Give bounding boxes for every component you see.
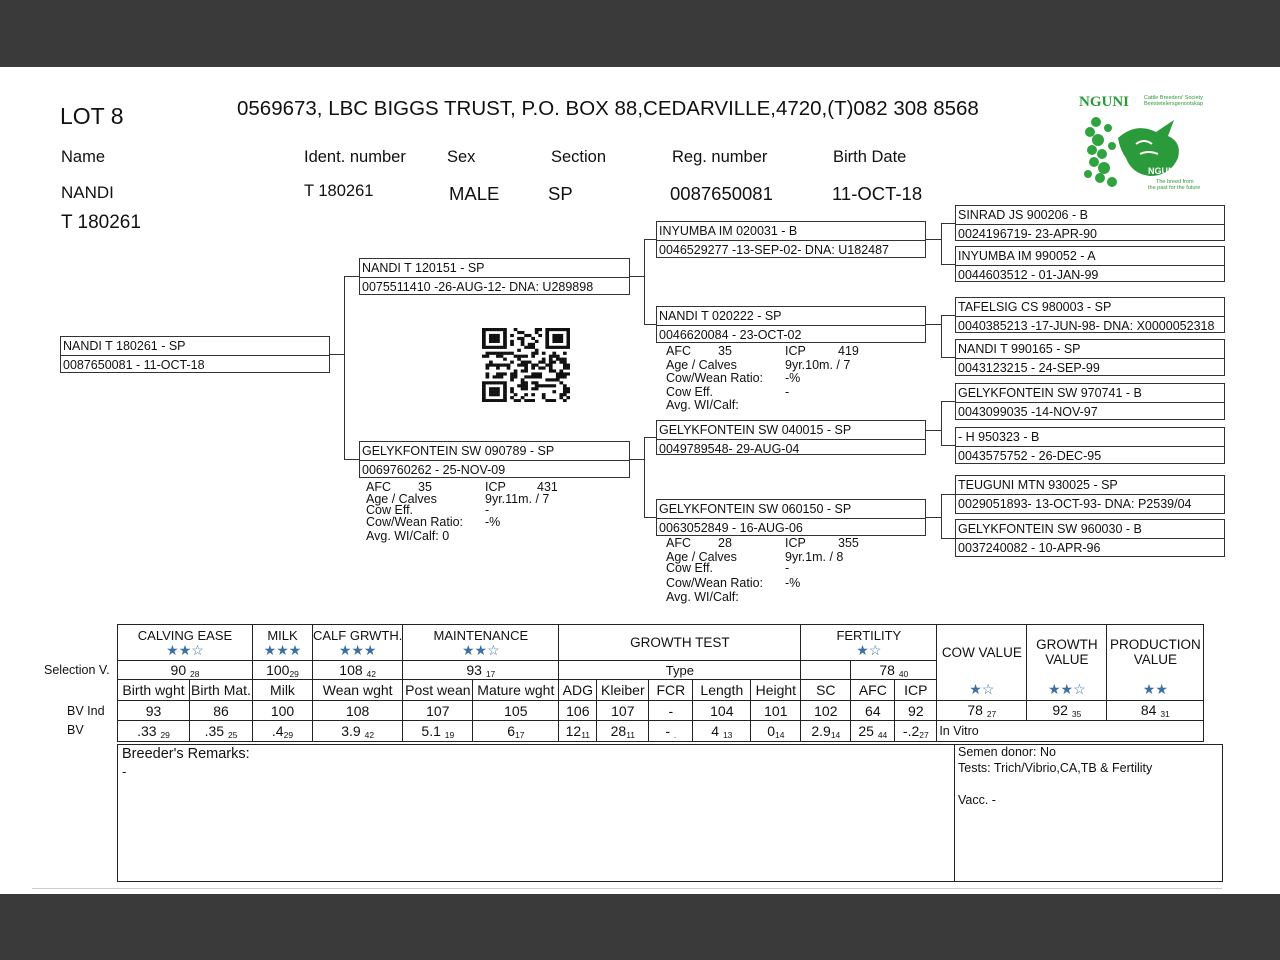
pedigree-sss-name: SINRAD JS 900206 - B bbox=[956, 206, 1224, 225]
pedigree-dam-sire bbox=[656, 420, 926, 455]
logo-society-line1: Cattle Breeders' Society bbox=[1144, 95, 1203, 101]
connector bbox=[344, 276, 345, 460]
production-value-cell bbox=[1107, 701, 1204, 721]
bv-ind-cell: 93 bbox=[118, 701, 190, 721]
perf-ratio-value: -% bbox=[785, 575, 801, 590]
pedigree-ssd bbox=[955, 246, 1225, 282]
connector bbox=[644, 239, 645, 324]
bv-value: 28 bbox=[610, 722, 627, 739]
trait-header: Kleiber bbox=[597, 680, 649, 701]
bv-cell bbox=[559, 721, 597, 742]
bv-cell bbox=[473, 721, 559, 742]
header-birth: Birth Date bbox=[833, 148, 907, 166]
trait-header: Mature wght bbox=[473, 680, 559, 701]
bv-acc: 14 bbox=[774, 729, 785, 740]
animal-ident: T 180261 bbox=[304, 182, 374, 200]
pedigree-ddd bbox=[955, 519, 1225, 557]
connector bbox=[941, 315, 955, 316]
pedigree-ds-reg: 0049789548- 29-AUG-04 bbox=[659, 442, 800, 456]
perf-avg-label: Avg. WI/Calf: bbox=[666, 590, 739, 604]
bv-cell bbox=[895, 721, 937, 742]
animal-tattoo: T 180261 bbox=[61, 212, 141, 233]
pedigree-dd-reg: 0063052849 - 16-AUG-06 bbox=[659, 521, 803, 535]
bv-cell bbox=[851, 721, 895, 742]
production-value-acc: 31 bbox=[1160, 709, 1170, 719]
remarks-box bbox=[117, 744, 1223, 882]
perf-afc-value: 28 bbox=[718, 536, 732, 550]
growth-value-cell bbox=[1027, 701, 1107, 721]
group-milk bbox=[253, 625, 313, 661]
header-sex: Sex bbox=[447, 148, 476, 166]
bv-ind-cell: 104 bbox=[693, 701, 751, 721]
pedigree-subject bbox=[60, 336, 330, 373]
bv-ind-cell: 92 bbox=[895, 701, 937, 721]
sel-acc: 28 bbox=[190, 668, 200, 679]
trait-header: Length bbox=[693, 680, 751, 701]
bv-row-label: BV bbox=[67, 723, 84, 737]
pedigree-dd-name: GELYKFONTEIN SW 060150 - SP bbox=[657, 500, 925, 519]
bv-value: 12 bbox=[565, 722, 582, 739]
sel-value: 90 bbox=[170, 661, 187, 678]
perf-age-label: Age / Calves bbox=[366, 491, 437, 506]
perf-afc-label: AFC bbox=[666, 536, 691, 550]
pedigree-sss-reg: 0024196719- 23-APR-90 bbox=[958, 227, 1097, 241]
pedigree-sds bbox=[955, 297, 1225, 333]
bv-acc: 17 bbox=[514, 729, 525, 740]
perf-age-value: 9yr.10m. / 7 bbox=[785, 357, 851, 372]
lot-number: LOT 8 bbox=[60, 103, 124, 129]
pedigree-subject-reg: 0087650081 - 11-OCT-18 bbox=[63, 358, 205, 372]
pedigree-dss-name: GELYKFONTEIN SW 970741 - B bbox=[956, 384, 1224, 403]
vaccination: Vacc. - bbox=[958, 793, 996, 807]
bv-ind-cell: 64 bbox=[851, 701, 895, 721]
perf-avg-label: Avg. WI/Calf: bbox=[666, 398, 739, 412]
sel-value: 108 bbox=[339, 661, 363, 678]
bv-acc: 11 bbox=[581, 729, 591, 740]
animal-name: NANDI bbox=[61, 183, 114, 202]
stars-icon: ★★ bbox=[1107, 680, 1204, 701]
bv-value: .35 bbox=[204, 722, 225, 739]
bv-value: .4 bbox=[271, 722, 284, 739]
bv-acc: 13 bbox=[722, 729, 733, 740]
in-vitro: In Vitro bbox=[937, 721, 1204, 742]
connector bbox=[941, 445, 955, 446]
header-name: Name bbox=[61, 148, 106, 166]
pedigree-sire-sire bbox=[656, 221, 926, 258]
bv-cell bbox=[693, 721, 751, 742]
perf-icp-label: ICP bbox=[785, 344, 806, 358]
bv-value: .33 bbox=[137, 722, 157, 739]
pedigree-dam-reg: 0069760262 - 25-NOV-09 bbox=[362, 463, 506, 477]
perf-icp-value: 431 bbox=[537, 480, 558, 494]
group-milk-label: MILK bbox=[267, 627, 298, 643]
tests: Tests: Trich/Vibrio,CA,TB & Fertility bbox=[958, 761, 1153, 775]
pedigree-dsd bbox=[955, 427, 1225, 464]
sel-calf-growth bbox=[313, 661, 403, 680]
connector bbox=[941, 264, 955, 265]
group-calving-ease-label: CALVING EASE bbox=[137, 627, 233, 643]
trait-header: Wean wght bbox=[313, 680, 403, 701]
pedigree-dam bbox=[359, 441, 630, 478]
pedigree-sdd bbox=[955, 339, 1225, 376]
bv-acc: 27 bbox=[919, 729, 929, 740]
animal-sex: MALE bbox=[449, 183, 500, 204]
pedigree-sd-reg: 0046620084 - 23-OCT-02 bbox=[659, 328, 802, 342]
nguni-logo bbox=[1078, 92, 1213, 196]
pedigree-ddd-reg: 0037240082 - 10-APR-96 bbox=[958, 541, 1101, 555]
trait-header: AFC bbox=[851, 680, 895, 701]
pedigree-dam-dam bbox=[656, 499, 926, 536]
perf-eff-value: - bbox=[485, 503, 490, 517]
connector bbox=[941, 401, 955, 402]
pedigree-ssd-reg: 0044603512 - 01-JAN-99 bbox=[958, 268, 1099, 282]
perf-afc-label: AFC bbox=[366, 480, 391, 494]
remarks-divider bbox=[954, 745, 955, 881]
sel-acc: 29 bbox=[289, 668, 299, 679]
trait-header: Birth Mat. bbox=[190, 680, 253, 701]
pedigree-dss bbox=[955, 383, 1225, 420]
perf-eff-label: Cow Eff. bbox=[366, 503, 414, 517]
bv-cell bbox=[253, 721, 313, 742]
perf-eff-label: Cow Eff. bbox=[666, 561, 714, 575]
type-label: Type bbox=[559, 661, 801, 680]
group-calf-growth bbox=[313, 625, 403, 661]
perf-avg-value: 0 bbox=[442, 529, 450, 543]
perf-afc-value: 35 bbox=[418, 480, 432, 494]
bv-acc: 11 bbox=[626, 729, 636, 740]
logo-tagline2: the past for the future bbox=[1148, 185, 1201, 191]
perf-afc-label: AFC bbox=[666, 344, 691, 358]
animal-section: SP bbox=[548, 183, 573, 204]
pedigree-ddd-name: GELYKFONTEIN SW 960030 - B bbox=[956, 520, 1224, 539]
trait-header: FCR bbox=[649, 680, 693, 701]
perf-age-value: 9yr.1m. / 8 bbox=[785, 549, 844, 564]
connector bbox=[941, 223, 942, 264]
pedigree-sire-reg: 0075511410 -26-AUG-12- DNA: U289898 bbox=[362, 280, 594, 294]
bv-cell bbox=[190, 721, 253, 742]
top-bar bbox=[0, 0, 1280, 67]
perf-age-label: Age / Calves bbox=[666, 357, 737, 372]
trait-header: ICP bbox=[895, 680, 937, 701]
growth-value: 92 bbox=[1052, 702, 1068, 718]
cow-value: 78 bbox=[967, 702, 983, 718]
perf-eff-label: Cow Eff. bbox=[666, 384, 714, 399]
pedigree-subject-name: NANDI T 180261 - SP bbox=[61, 337, 329, 356]
perf-eff-value: - bbox=[785, 384, 790, 399]
group-calving-ease bbox=[118, 625, 253, 661]
bv-value: -.2 bbox=[902, 722, 920, 739]
pedigree-sds-name: TAFELSIG CS 980003 - SP bbox=[956, 298, 1224, 317]
perf-avg-label: Avg. WI/Calf: bbox=[366, 529, 439, 543]
connector bbox=[941, 401, 942, 445]
pedigree-ss-name: INYUMBA IM 020031 - B bbox=[657, 222, 925, 241]
sel-value: 78 bbox=[879, 661, 895, 678]
logo-tagline1: The breed from bbox=[1156, 179, 1194, 185]
stars-icon: ★★★ bbox=[263, 641, 302, 658]
header-ident: Ident. number bbox=[304, 148, 406, 166]
selection-row-label: Selection V. bbox=[44, 663, 110, 677]
pedigree-sire-name: NANDI T 120151 - SP bbox=[360, 259, 629, 278]
ebv-table bbox=[117, 624, 1204, 742]
perf-sire-dam bbox=[666, 346, 886, 412]
bv-ind-cell: 102 bbox=[801, 701, 851, 721]
connector bbox=[926, 324, 941, 325]
bv-cell bbox=[751, 721, 801, 742]
connector bbox=[941, 494, 955, 495]
connector bbox=[941, 315, 942, 357]
bv-acc: 14 bbox=[830, 729, 841, 740]
sel-fertility-spacer bbox=[801, 661, 851, 680]
connector bbox=[344, 276, 359, 277]
bv-cell bbox=[313, 721, 403, 742]
connector bbox=[926, 239, 941, 240]
connector bbox=[644, 437, 656, 438]
bv-acc: 29 bbox=[283, 729, 294, 740]
bv-acc: 29 bbox=[160, 729, 170, 740]
perf-dam bbox=[366, 482, 586, 543]
perf-age-value: 9yr.11m. / 7 bbox=[485, 491, 550, 506]
connector bbox=[330, 354, 344, 355]
bv-acc: 44 bbox=[877, 729, 888, 740]
sel-acc: 42 bbox=[366, 668, 377, 679]
connector bbox=[630, 276, 644, 277]
group-calf-growth-label: CALF GRWTH. bbox=[313, 627, 403, 643]
bv-value: 3.9 bbox=[341, 722, 361, 739]
header-reg: Reg. number bbox=[672, 148, 768, 166]
cow-value-cell bbox=[937, 701, 1027, 721]
pedigree-sire-dam bbox=[656, 306, 926, 343]
sel-fertility bbox=[851, 661, 937, 680]
perf-age-label: Age / Calves bbox=[666, 549, 737, 564]
connector bbox=[644, 517, 656, 518]
bv-acc: . bbox=[673, 729, 677, 740]
pedigree-sds-reg: 0040385213 -17-JUN-98- DNA: X0000052318 bbox=[958, 319, 1215, 333]
bv-ind-cell: 100 bbox=[253, 701, 313, 721]
bv-ind-cell: 105 bbox=[473, 701, 559, 721]
connector bbox=[926, 430, 941, 431]
sel-value: 93 bbox=[466, 661, 482, 678]
bv-value: 0 bbox=[767, 722, 775, 739]
perf-icp-value: 419 bbox=[838, 344, 859, 358]
perf-icp-label: ICP bbox=[785, 536, 806, 550]
sel-value: 100 bbox=[266, 661, 290, 678]
pedigree-sdd-name: NANDI T 990165 - SP bbox=[956, 340, 1224, 359]
bv-value: 25 bbox=[858, 722, 874, 739]
pedigree-dsd-name: - H 950323 - B bbox=[956, 428, 1224, 447]
pedigree-dss-reg: 0043099035 -14-NOV-97 bbox=[958, 405, 1098, 419]
stars-icon: ★★★ bbox=[338, 641, 377, 658]
animal-reg: 0087650081 bbox=[670, 183, 773, 204]
group-cow-value: COW VALUE bbox=[937, 625, 1027, 680]
connector bbox=[630, 459, 644, 460]
sel-calving-ease bbox=[118, 661, 253, 680]
bv-cell bbox=[118, 721, 190, 742]
cow-value-acc: 27 bbox=[986, 709, 997, 719]
animal-birth: 11-OCT-18 bbox=[832, 183, 923, 204]
trait-header: Milk bbox=[253, 680, 313, 701]
stars-icon: ★☆ bbox=[937, 680, 1027, 701]
sel-acc: 17 bbox=[485, 668, 496, 679]
bv-cell bbox=[649, 721, 693, 742]
connector bbox=[644, 437, 645, 518]
connector bbox=[644, 324, 656, 325]
group-maintenance bbox=[403, 625, 559, 661]
semen-donor: Semen donor: No bbox=[958, 745, 1056, 759]
bv-ind-cell: 107 bbox=[597, 701, 649, 721]
pedigree-dds-reg: 0029051893- 13-OCT-93- DNA: P2539/04 bbox=[958, 497, 1192, 511]
stars-icon: ★★☆ bbox=[462, 641, 500, 658]
stars-icon: ★★☆ bbox=[1027, 680, 1107, 701]
group-maintenance-label: MAINTENANCE bbox=[433, 627, 529, 643]
logo-badge-text: NGUNI bbox=[1148, 166, 1177, 176]
connector bbox=[941, 357, 955, 358]
trait-header: SC bbox=[801, 680, 851, 701]
pedigree-ssd-name: INYUMBA IM 990052 - A bbox=[956, 247, 1224, 266]
qr-code bbox=[482, 328, 570, 402]
connector bbox=[344, 459, 359, 460]
logo-brand-text: NGUNI bbox=[1079, 94, 1130, 110]
pedigree-sss bbox=[955, 205, 1225, 241]
bv-cell bbox=[403, 721, 473, 742]
owner-line: 0569673, LBC BIGGS TRUST, P.O. BOX 88,CEDARVILLE,4720,(T)082 308 8568 bbox=[237, 97, 979, 120]
sel-maintenance bbox=[403, 661, 559, 680]
pedigree-sire bbox=[359, 258, 630, 295]
nguni-logo-graphic bbox=[1078, 92, 1213, 196]
pedigree-dds bbox=[955, 475, 1225, 514]
trait-header: Height bbox=[751, 680, 801, 701]
connector bbox=[941, 494, 942, 538]
group-fertility bbox=[801, 625, 937, 661]
stars-icon: ★☆ bbox=[856, 641, 882, 658]
perf-afc-value: 35 bbox=[718, 344, 732, 358]
header-section: Section bbox=[551, 148, 607, 166]
bv-value: 5.1 bbox=[421, 722, 441, 739]
pedigree-dsd-reg: 0043575752 - 26-DEC-95 bbox=[958, 449, 1102, 463]
trait-header: Post wean bbox=[403, 680, 473, 701]
perf-ratio-value: -% bbox=[485, 514, 501, 529]
connector bbox=[926, 517, 941, 518]
perf-dam-dam bbox=[666, 538, 886, 604]
sel-acc: 40 bbox=[898, 668, 909, 679]
perf-icp-value: 355 bbox=[838, 536, 859, 550]
bv-acc: 42 bbox=[364, 729, 375, 740]
pedigree-sdd-reg: 0043123215 - 24-SEP-99 bbox=[958, 361, 1100, 375]
perf-eff-value: - bbox=[785, 561, 790, 575]
perf-ratio-label: Cow/Wean Ratio: bbox=[666, 371, 764, 385]
bv-ind-cell: - bbox=[649, 701, 693, 721]
pedigree-ss-reg: 0046529277 -13-SEP-02- DNA: U182487 bbox=[659, 243, 890, 257]
perf-icp-label: ICP bbox=[485, 480, 506, 494]
connector bbox=[941, 223, 955, 224]
stars-icon: ★★☆ bbox=[166, 641, 204, 658]
bottom-bar bbox=[0, 894, 1280, 960]
pedigree-sd-name: NANDI T 020222 - SP bbox=[657, 307, 925, 326]
trait-header: Birth wght bbox=[118, 680, 190, 701]
connector bbox=[941, 538, 955, 539]
bv-ind-cell: 106 bbox=[559, 701, 597, 721]
bv-cell bbox=[801, 721, 851, 742]
group-growth-value: GROWTH VALUE bbox=[1027, 625, 1107, 680]
bv-value: 6 bbox=[507, 722, 515, 739]
perf-ratio-value: -% bbox=[785, 371, 801, 385]
trait-header: ADG bbox=[559, 680, 597, 701]
perf-ratio-label: Cow/Wean Ratio: bbox=[666, 575, 764, 590]
group-production-value: PRODUCTION VALUE bbox=[1107, 625, 1204, 680]
bottom-rule bbox=[32, 888, 1222, 889]
connector bbox=[644, 239, 656, 240]
bv-ind-cell: 107 bbox=[403, 701, 473, 721]
bv-cell bbox=[597, 721, 649, 742]
logo-society-line2: Beestetelersgenootskap bbox=[1144, 101, 1204, 107]
bv-ind-row-label: BV Ind bbox=[67, 704, 105, 718]
bv-ind-cell: 101 bbox=[751, 701, 801, 721]
bv-ind-cell: 86 bbox=[190, 701, 253, 721]
remarks-text: - bbox=[122, 764, 127, 779]
growth-value-acc: 35 bbox=[1071, 709, 1082, 719]
pedigree-dam-name: GELYKFONTEIN SW 090789 - SP bbox=[360, 442, 629, 461]
bv-value: - bbox=[665, 722, 671, 739]
group-growth-test: GROWTH TEST bbox=[559, 625, 801, 661]
pedigree-dds-name: TEUGUNI MTN 930025 - SP bbox=[956, 476, 1224, 495]
sel-milk bbox=[253, 661, 313, 680]
group-fertility-label: FERTILITY bbox=[836, 627, 902, 643]
bv-value: 4 bbox=[711, 722, 720, 739]
pedigree-ds-name: GELYKFONTEIN SW 040015 - SP bbox=[657, 421, 925, 440]
perf-ratio-label: Cow/Wean Ratio: bbox=[366, 514, 464, 529]
bv-acc: 19 bbox=[444, 729, 455, 740]
bv-acc: 25 bbox=[227, 729, 238, 740]
bv-value: 2.9 bbox=[811, 722, 831, 739]
production-value: 84 bbox=[1140, 702, 1157, 718]
remarks-title: Breeder's Remarks: bbox=[122, 746, 250, 762]
bv-ind-cell: 108 bbox=[313, 701, 403, 721]
